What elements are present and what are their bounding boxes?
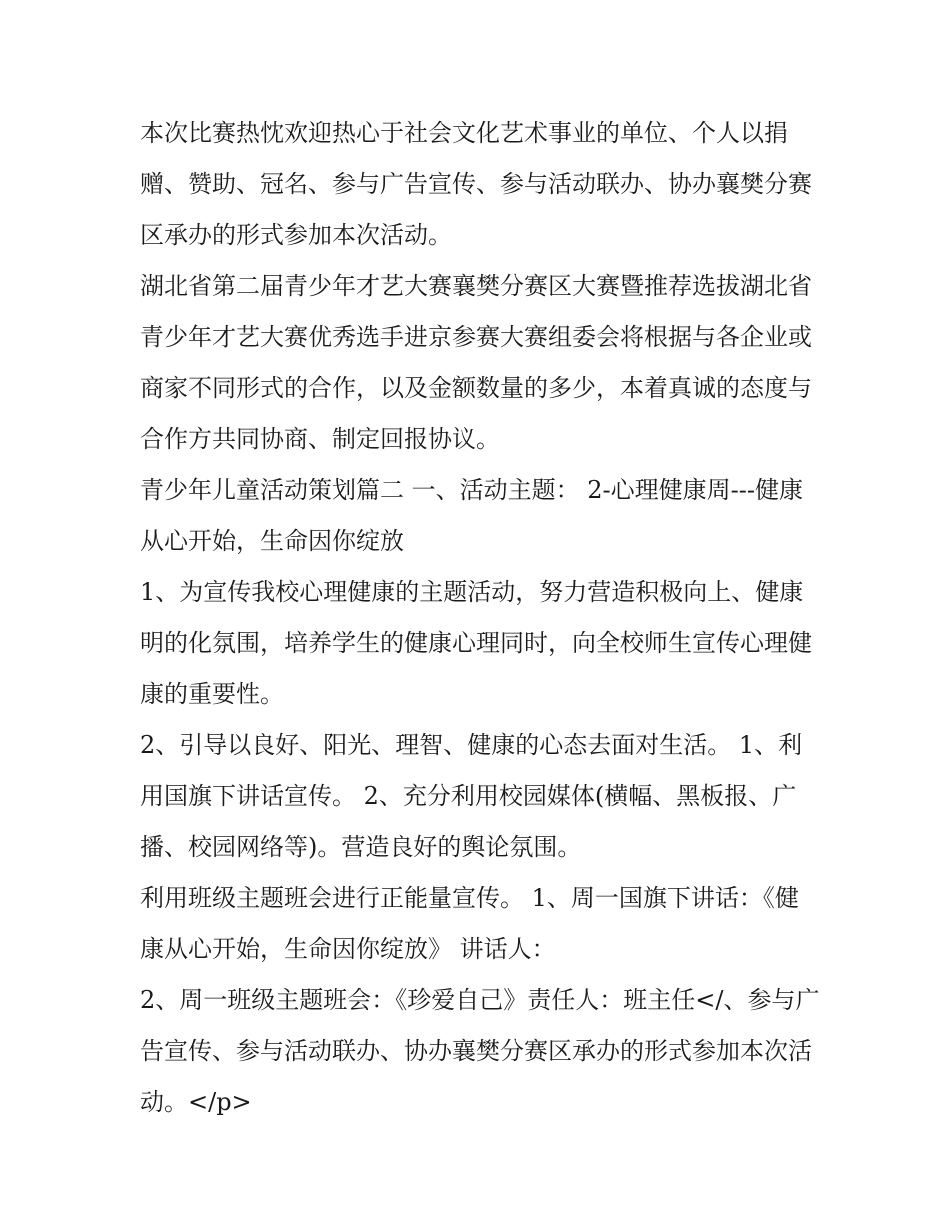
paragraph-item-2-guidance: 2、引导以良好、阳光、理智、健康的心态去面对生活。 1、利用国旗下讲话宣传。 2、充分利用校园媒体(横幅、黑板报、广播、校园网络等)。营造良好的舆论氛围。 xyxy=(140,731,803,861)
paragraph-sponsorship-invitation: 本次比赛热忱欢迎热心于社会文化艺术事业的单位、个人以捐赠、赞助、冠名、参与广告宣传、参与活动联办、协办襄樊分赛区承办的形式参加本次活动。 xyxy=(140,119,812,249)
paragraph-item-1-purpose: 1、为宣传我校心理健康的主题活动，努力营造积极向上、健康明的化氛围，培养学生的健康心理同时，向全校师生宣传心理健康的重要性。 xyxy=(140,578,812,708)
paragraph-organizing-committee: 湖北省第二届青少年才艺大赛襄樊分赛区大赛暨推荐选拔湖北省青少年才艺大赛优秀选手进京参赛大赛组委会将根据与各企业或商家不同形式的合作，以及金额数量的多少，本着真诚的态度与合作方共同协商、制定回报协议。 xyxy=(140,272,812,453)
paragraph-activity-theme: 青少年儿童活动策划篇二 一、活动主题： 2-心理健康周---健康从心开始，生命因你绽放 xyxy=(140,476,803,555)
paragraph-class-meeting: 利用班级主题班会进行正能量宣传。 1、周一国旗下讲话：《健康从心开始，生命因你绽放》 讲话人： xyxy=(140,884,799,963)
document-body xyxy=(140,108,820,1128)
paragraph-monday-meeting: 2、周一班级主题班会：《珍爱自己》责任人：班主任</、参与广告宣传、参与活动联办、协办襄樊分赛区承办的形式参加本次活动。</p> xyxy=(140,986,820,1116)
